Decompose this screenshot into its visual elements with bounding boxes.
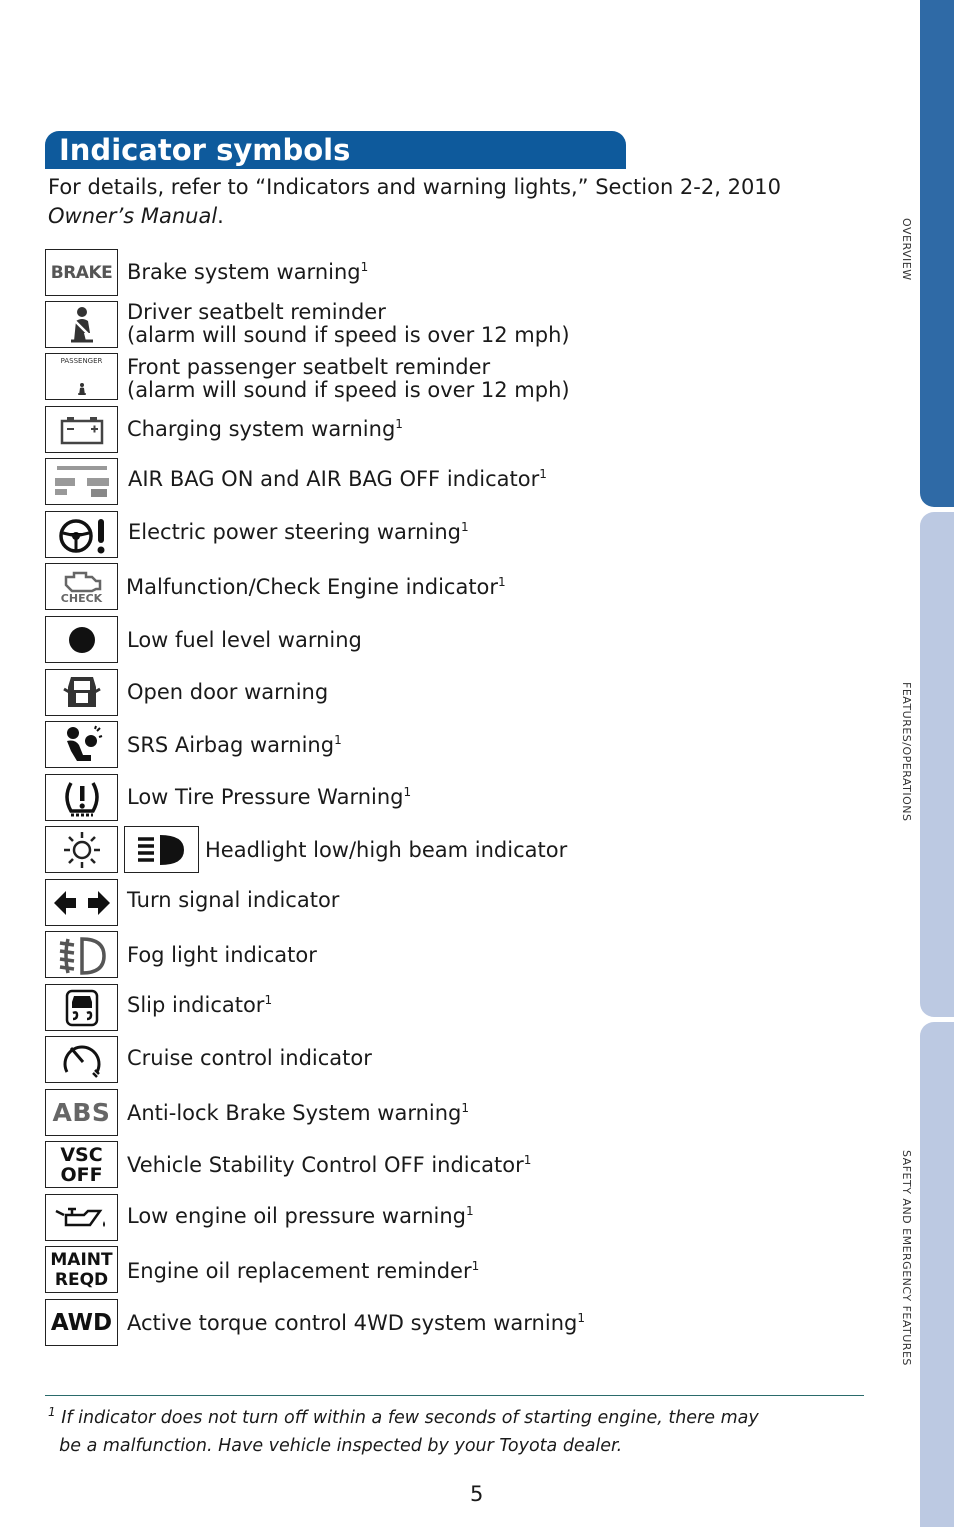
label-cruise-control: Cruise control indicator xyxy=(127,1046,372,1070)
vsc-off-icon: VSC OFF xyxy=(45,1141,118,1188)
intro-italic: Owner’s Manual xyxy=(48,204,218,228)
steering-wheel-warning-icon xyxy=(45,511,118,558)
label-passenger-seatbelt: Front passenger seatbelt reminder (alarm will sound if speed is over 12 mph) xyxy=(127,355,570,402)
turn-signal-icon xyxy=(45,879,118,926)
cruise-control-icon xyxy=(45,1036,118,1083)
label-brake-warning: Brake system warning$^1$ xyxy=(127,260,369,284)
label-awd: Active torque control 4WD system warning$^1$ xyxy=(127,1311,585,1335)
footnote-divider xyxy=(45,1395,864,1396)
intro-end: . xyxy=(217,204,224,228)
tab-overview[interactable] xyxy=(920,0,954,507)
oil-pressure-icon xyxy=(45,1194,118,1241)
brake-icon: BRAKE xyxy=(45,249,118,296)
label-oil-pressure: Low engine oil pressure warning$^1$ xyxy=(127,1204,474,1228)
label-turn-signal: Turn signal indicator xyxy=(127,888,340,912)
label-airbag-on-off: AIR BAG ON and AIR BAG OFF indicator$^1$ xyxy=(128,467,547,491)
label-srs-airbag: SRS Airbag warning$^1$ xyxy=(127,733,342,757)
label-low-fuel: Low fuel level warning xyxy=(127,628,362,652)
fog-light-icon xyxy=(45,931,118,978)
tab-safety-emergency[interactable] xyxy=(920,1022,954,1527)
label-driver-seatbelt: Driver seatbelt reminder (alarm will sound if speed is over 12 mph) xyxy=(127,300,570,347)
intro-paragraph xyxy=(48,173,848,231)
check-engine-icon: CHECK xyxy=(45,563,118,610)
page-title: Indicator symbols xyxy=(45,131,626,169)
label-oil-replacement: Engine oil replacement reminder$^1$ xyxy=(127,1259,480,1283)
awd-icon: AWD xyxy=(45,1299,118,1346)
slip-icon xyxy=(45,984,118,1031)
label-fog-light: Fog light indicator xyxy=(127,943,317,967)
side-label-overview: OVERVIEW xyxy=(900,218,913,281)
open-door-icon xyxy=(45,669,118,716)
side-label-features: FEATURES/OPERATIONS xyxy=(900,682,913,822)
label-charging-warning: Charging system warning$^1$ xyxy=(127,417,403,441)
label-tire-pressure: Low Tire Pressure Warning$^1$ xyxy=(127,785,412,809)
battery-icon xyxy=(45,406,118,453)
label-open-door: Open door warning xyxy=(127,680,329,704)
page-number: 5 xyxy=(470,1482,484,1506)
label-power-steering: Electric power steering warning$^1$ xyxy=(128,520,469,544)
label-headlight: Headlight low/high beam indicator xyxy=(205,838,568,862)
intro-text: For details, refer to “Indicators and warning lights,” Section 2-2, 2010 xyxy=(48,175,782,199)
label-slip: Slip indicator$^1$ xyxy=(127,993,273,1017)
tire-pressure-icon xyxy=(45,774,118,821)
label-abs: Anti-lock Brake System warning$^1$ xyxy=(127,1101,470,1125)
label-check-engine: Malfunction/Check Engine indicator$^1$ xyxy=(126,575,506,599)
fuel-dot-icon xyxy=(45,616,118,663)
tab-features-operations[interactable] xyxy=(920,512,954,1017)
label-vsc-off: Vehicle Stability Control OFF indicator$^1$ xyxy=(127,1153,532,1177)
footnote: $^1$ If indicator does not turn off within a few seconds of starting engine, there may be a malfunction. Have vehicle inspected by your Toyota dealer. xyxy=(48,1405,759,1456)
abs-icon: ABS xyxy=(45,1089,118,1136)
headlight-icon xyxy=(124,826,199,873)
airbag-on-off-icon xyxy=(45,458,118,505)
driver-seatbelt-icon xyxy=(45,301,118,348)
maint-reqd-icon: MAINT REQD xyxy=(45,1246,118,1293)
passenger-seatbelt-icon: PASSENGER xyxy=(45,353,118,400)
headlight-on-icon xyxy=(45,826,118,873)
srs-airbag-icon xyxy=(45,721,118,768)
side-label-safety: SAFETY AND EMERGENCY FEATURES xyxy=(900,1150,913,1366)
